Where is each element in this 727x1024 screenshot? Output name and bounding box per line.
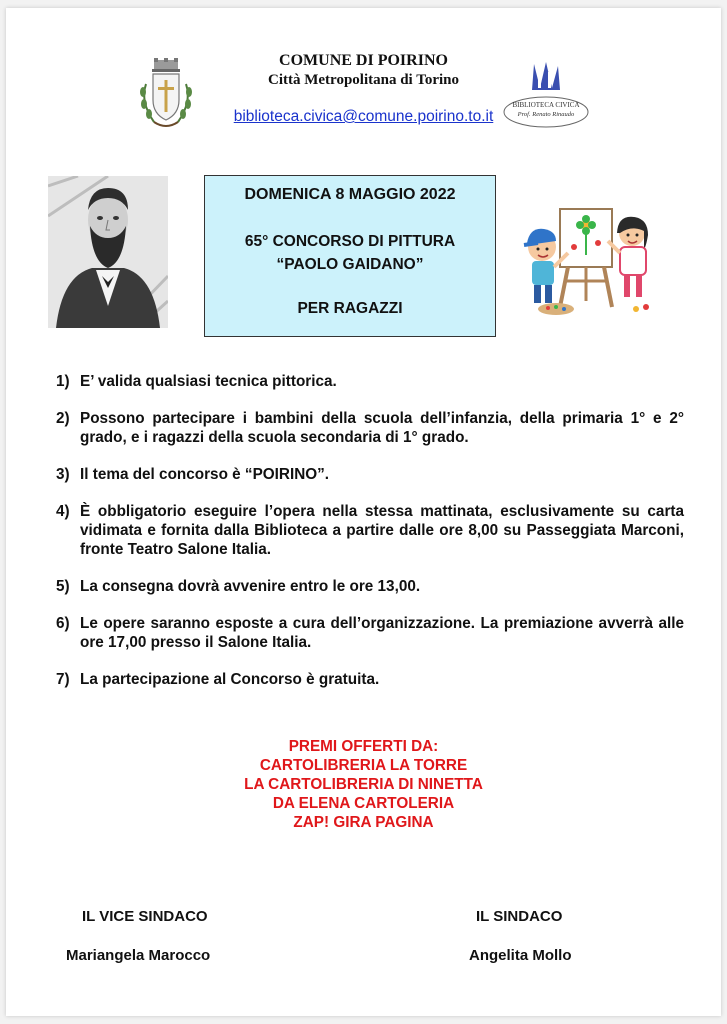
rule-text: È obbligatorio eseguire l’opera nella stessa mattinata, esclusivamente su carta vidimata e fornita dalla Biblioteca a partire dalle ore 8,00 su Passeggiata Marconi, fronte Teatro Salone Italia.: [80, 503, 684, 558]
mayor-name: Angelita Mollo: [469, 947, 572, 964]
rule-text: La partecipazione al Concorso è gratuita.: [80, 671, 380, 688]
vice-mayor-name: Mariangela Marocco: [66, 947, 211, 964]
contest-name: “PAOLO GAIDANO”: [276, 256, 424, 273]
kids-painting-illustration: [516, 203, 662, 318]
contest-audience: PER RAGAZZI: [297, 300, 403, 317]
prize-sponsor: ZAP! GIRA PAGINA: [293, 814, 434, 831]
rule-item: [56, 409, 684, 447]
rule-text: Le opere saranno esposte a cura dell’organizzazione. La premiazione avverrà alle ore 17,00 presso il Salone Italia.: [80, 615, 684, 651]
contest-date: DOMENICA 8 MAGGIO 2022: [244, 186, 456, 203]
metro-city-name: Città Metropolitana di Torino: [268, 72, 459, 88]
rule-number: 4): [56, 503, 70, 520]
prizes-section: [0, 737, 727, 832]
contest-rules-list: [56, 372, 684, 707]
rule-item: [56, 502, 684, 559]
library-logo: [502, 58, 590, 134]
rule-text: Il tema del concorso è “POIRINO”.: [80, 466, 330, 483]
contest-title-box: [204, 175, 496, 337]
rule-number: 6): [56, 615, 70, 632]
prize-sponsor: DA ELENA CARTOLERIA: [272, 795, 455, 812]
contest-edition: 65° CONCORSO DI PITTURA: [244, 233, 456, 250]
vice-mayor-role: IL VICE SINDACO: [82, 908, 208, 925]
rule-text: E’ valida qualsiasi tecnica pittorica.: [80, 373, 337, 390]
rule-number: 2): [56, 410, 70, 427]
prize-sponsor: CARTOLIBRERIA LA TORRE: [259, 757, 468, 774]
prizes-heading: PREMI OFFERTI DA:: [288, 738, 439, 755]
rule-item: [56, 614, 684, 652]
prize-sponsor: LA CARTOLIBRERIA DI NINETTA: [244, 776, 483, 793]
rule-number: 5): [56, 578, 70, 595]
mayor-role: IL SINDACO: [476, 908, 563, 925]
municipality-name: COMUNE DI POIRINO: [279, 52, 448, 69]
library-logo-subtext: Prof. Renato Rinaudo: [517, 111, 575, 118]
paolo-gaidano-portrait: [48, 176, 168, 328]
rule-text: Possono partecipare i bambini della scuola dell’infanzia, della primaria 1° e 2° grado, e i ragazzi della scuola secondaria di 1° grado.: [80, 410, 684, 446]
rule-text: La consegna dovrà avvenire entro le ore 13,00.: [80, 578, 421, 595]
rule-item: [56, 372, 684, 391]
library-logo-text: BIBLIOTECA CIVICA: [512, 101, 580, 109]
rule-item: [56, 577, 684, 596]
rule-item: [56, 670, 684, 689]
rule-item: [56, 465, 684, 484]
library-email-link[interactable]: biblioteca.civica@comune.poirino.to.it: [233, 108, 494, 125]
rule-number: 7): [56, 671, 70, 688]
rule-number: 1): [56, 373, 70, 390]
rule-number: 3): [56, 466, 70, 483]
